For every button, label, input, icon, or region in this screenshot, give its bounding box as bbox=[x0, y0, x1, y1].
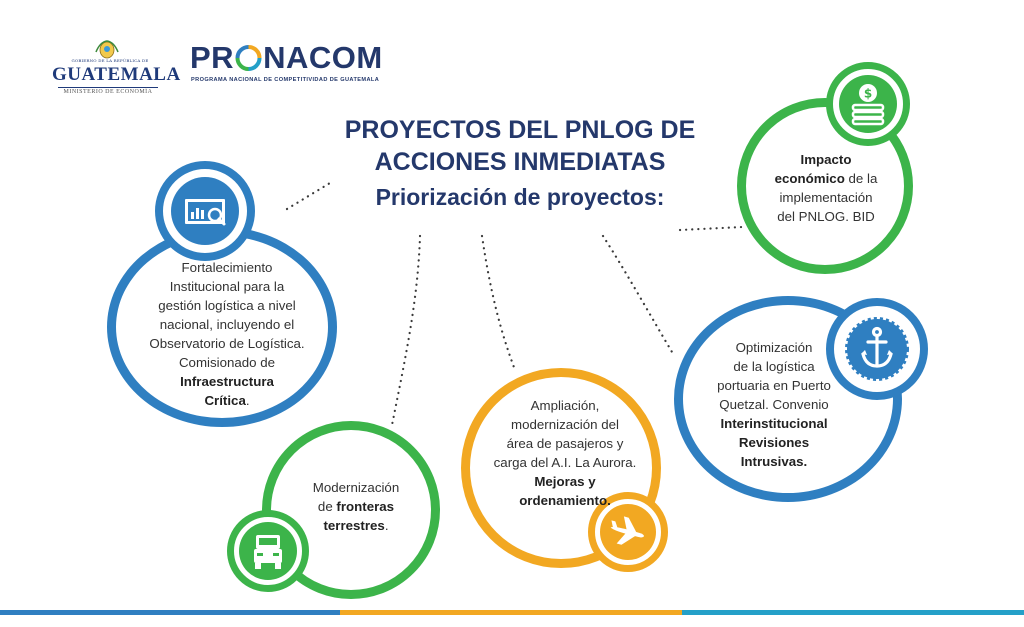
institucional-line-6: Comisionado de bbox=[178, 355, 276, 370]
guatemala-top-line: GOBIERNO DE LA REPÚBLICA DE bbox=[71, 58, 149, 63]
aurora-line-2: modernización del bbox=[511, 417, 619, 432]
fronteras-line-3-bold: terrestres bbox=[323, 518, 385, 533]
fronteras-line-1: Modernización bbox=[312, 480, 400, 495]
aurora-line-1: Ampliación, bbox=[530, 398, 600, 413]
aurora-line-4: carga del A.I. La Aurora. bbox=[493, 455, 637, 470]
portuaria-line-2: de la logística bbox=[733, 359, 815, 374]
institucional-tail: . bbox=[245, 393, 250, 408]
pronacom-o-icon bbox=[235, 45, 262, 71]
page-title bbox=[300, 114, 740, 178]
title-line-2: ACCIONES INMEDIATAS bbox=[374, 148, 666, 176]
portuaria-line-3: portuaria en Puerto bbox=[717, 378, 831, 393]
fronteras-tail: . bbox=[384, 518, 389, 533]
aurora-bold-1: Mejoras y bbox=[534, 474, 596, 489]
institucional-line-3: gestión logística a nivel bbox=[158, 298, 296, 313]
institucional-line-2: Institucional para la bbox=[169, 279, 285, 294]
aurora-bold-2: ordenamiento. bbox=[519, 493, 611, 508]
portuaria-line-1: Optimización bbox=[735, 340, 813, 355]
portuaria-bold-3: Intrusivas. bbox=[740, 454, 808, 469]
impacto-line-2-bold: económico bbox=[774, 171, 845, 186]
project-impacto-icon-disc bbox=[826, 62, 910, 146]
pronacom-subtitle: PROGRAMA NACIONAL DE COMPETITIVIDAD DE GUATEMALA bbox=[191, 77, 380, 83]
guatemala-logo bbox=[52, 38, 181, 98]
institucional-bold-2: Crítica bbox=[204, 393, 246, 408]
institucional-line-1: Fortalecimiento bbox=[181, 260, 273, 275]
svg-text:$: $ bbox=[863, 86, 873, 101]
project-impacto-text bbox=[760, 150, 892, 226]
project-institucional-text bbox=[137, 258, 317, 410]
institucional-line-4: nacional, incluyendo el bbox=[159, 317, 295, 332]
fronteras-line-2-bold: fronteras bbox=[336, 499, 395, 514]
monitor-magnifier-icon bbox=[163, 169, 247, 253]
project-aurora-text bbox=[485, 396, 645, 510]
institucional-line-5: Observatorio de Logística. bbox=[149, 336, 305, 351]
fronteras-line-2-prefix: de bbox=[317, 499, 337, 514]
coat-of-arms-icon bbox=[94, 38, 120, 60]
footer-bar-teal bbox=[682, 610, 1024, 615]
page-subtitle: Priorización de proyectos: bbox=[375, 184, 665, 210]
institucional-bold-1: Infraestructura bbox=[180, 374, 274, 389]
aurora-line-3: área de pasajeros y bbox=[506, 436, 624, 451]
project-fronteras-text bbox=[286, 478, 426, 535]
project-institucional-icon-disc bbox=[155, 161, 255, 261]
title-line-1: PROYECTOS DEL PNLOG DE bbox=[344, 116, 696, 144]
ministry-name: MINISTERIO DE ECONOMÍA bbox=[63, 89, 153, 95]
footer-bar-yellow bbox=[340, 610, 682, 615]
pronacom-logo bbox=[190, 40, 390, 90]
pronacom-wordmark: PR NACOM bbox=[190, 40, 383, 75]
guatemala-name: GUATEMALA bbox=[52, 64, 181, 85]
impacto-line-2-rest: de la bbox=[844, 171, 878, 186]
impacto-line-4: del PNLOG. BID bbox=[777, 209, 875, 224]
guatemala-rule bbox=[58, 87, 158, 88]
footer-bar-blue bbox=[0, 610, 340, 615]
portuaria-line-4: Quetzal. Convenio bbox=[719, 397, 829, 412]
portuaria-bold-2: Revisiones bbox=[738, 435, 810, 450]
impacto-line-3: implementación bbox=[779, 190, 873, 205]
money-stack-icon bbox=[833, 69, 903, 139]
portuaria-bold-1: Interinstitucional bbox=[720, 416, 828, 431]
impacto-line-1-bold: Impacto bbox=[800, 152, 852, 167]
project-portuaria-text bbox=[688, 338, 860, 471]
